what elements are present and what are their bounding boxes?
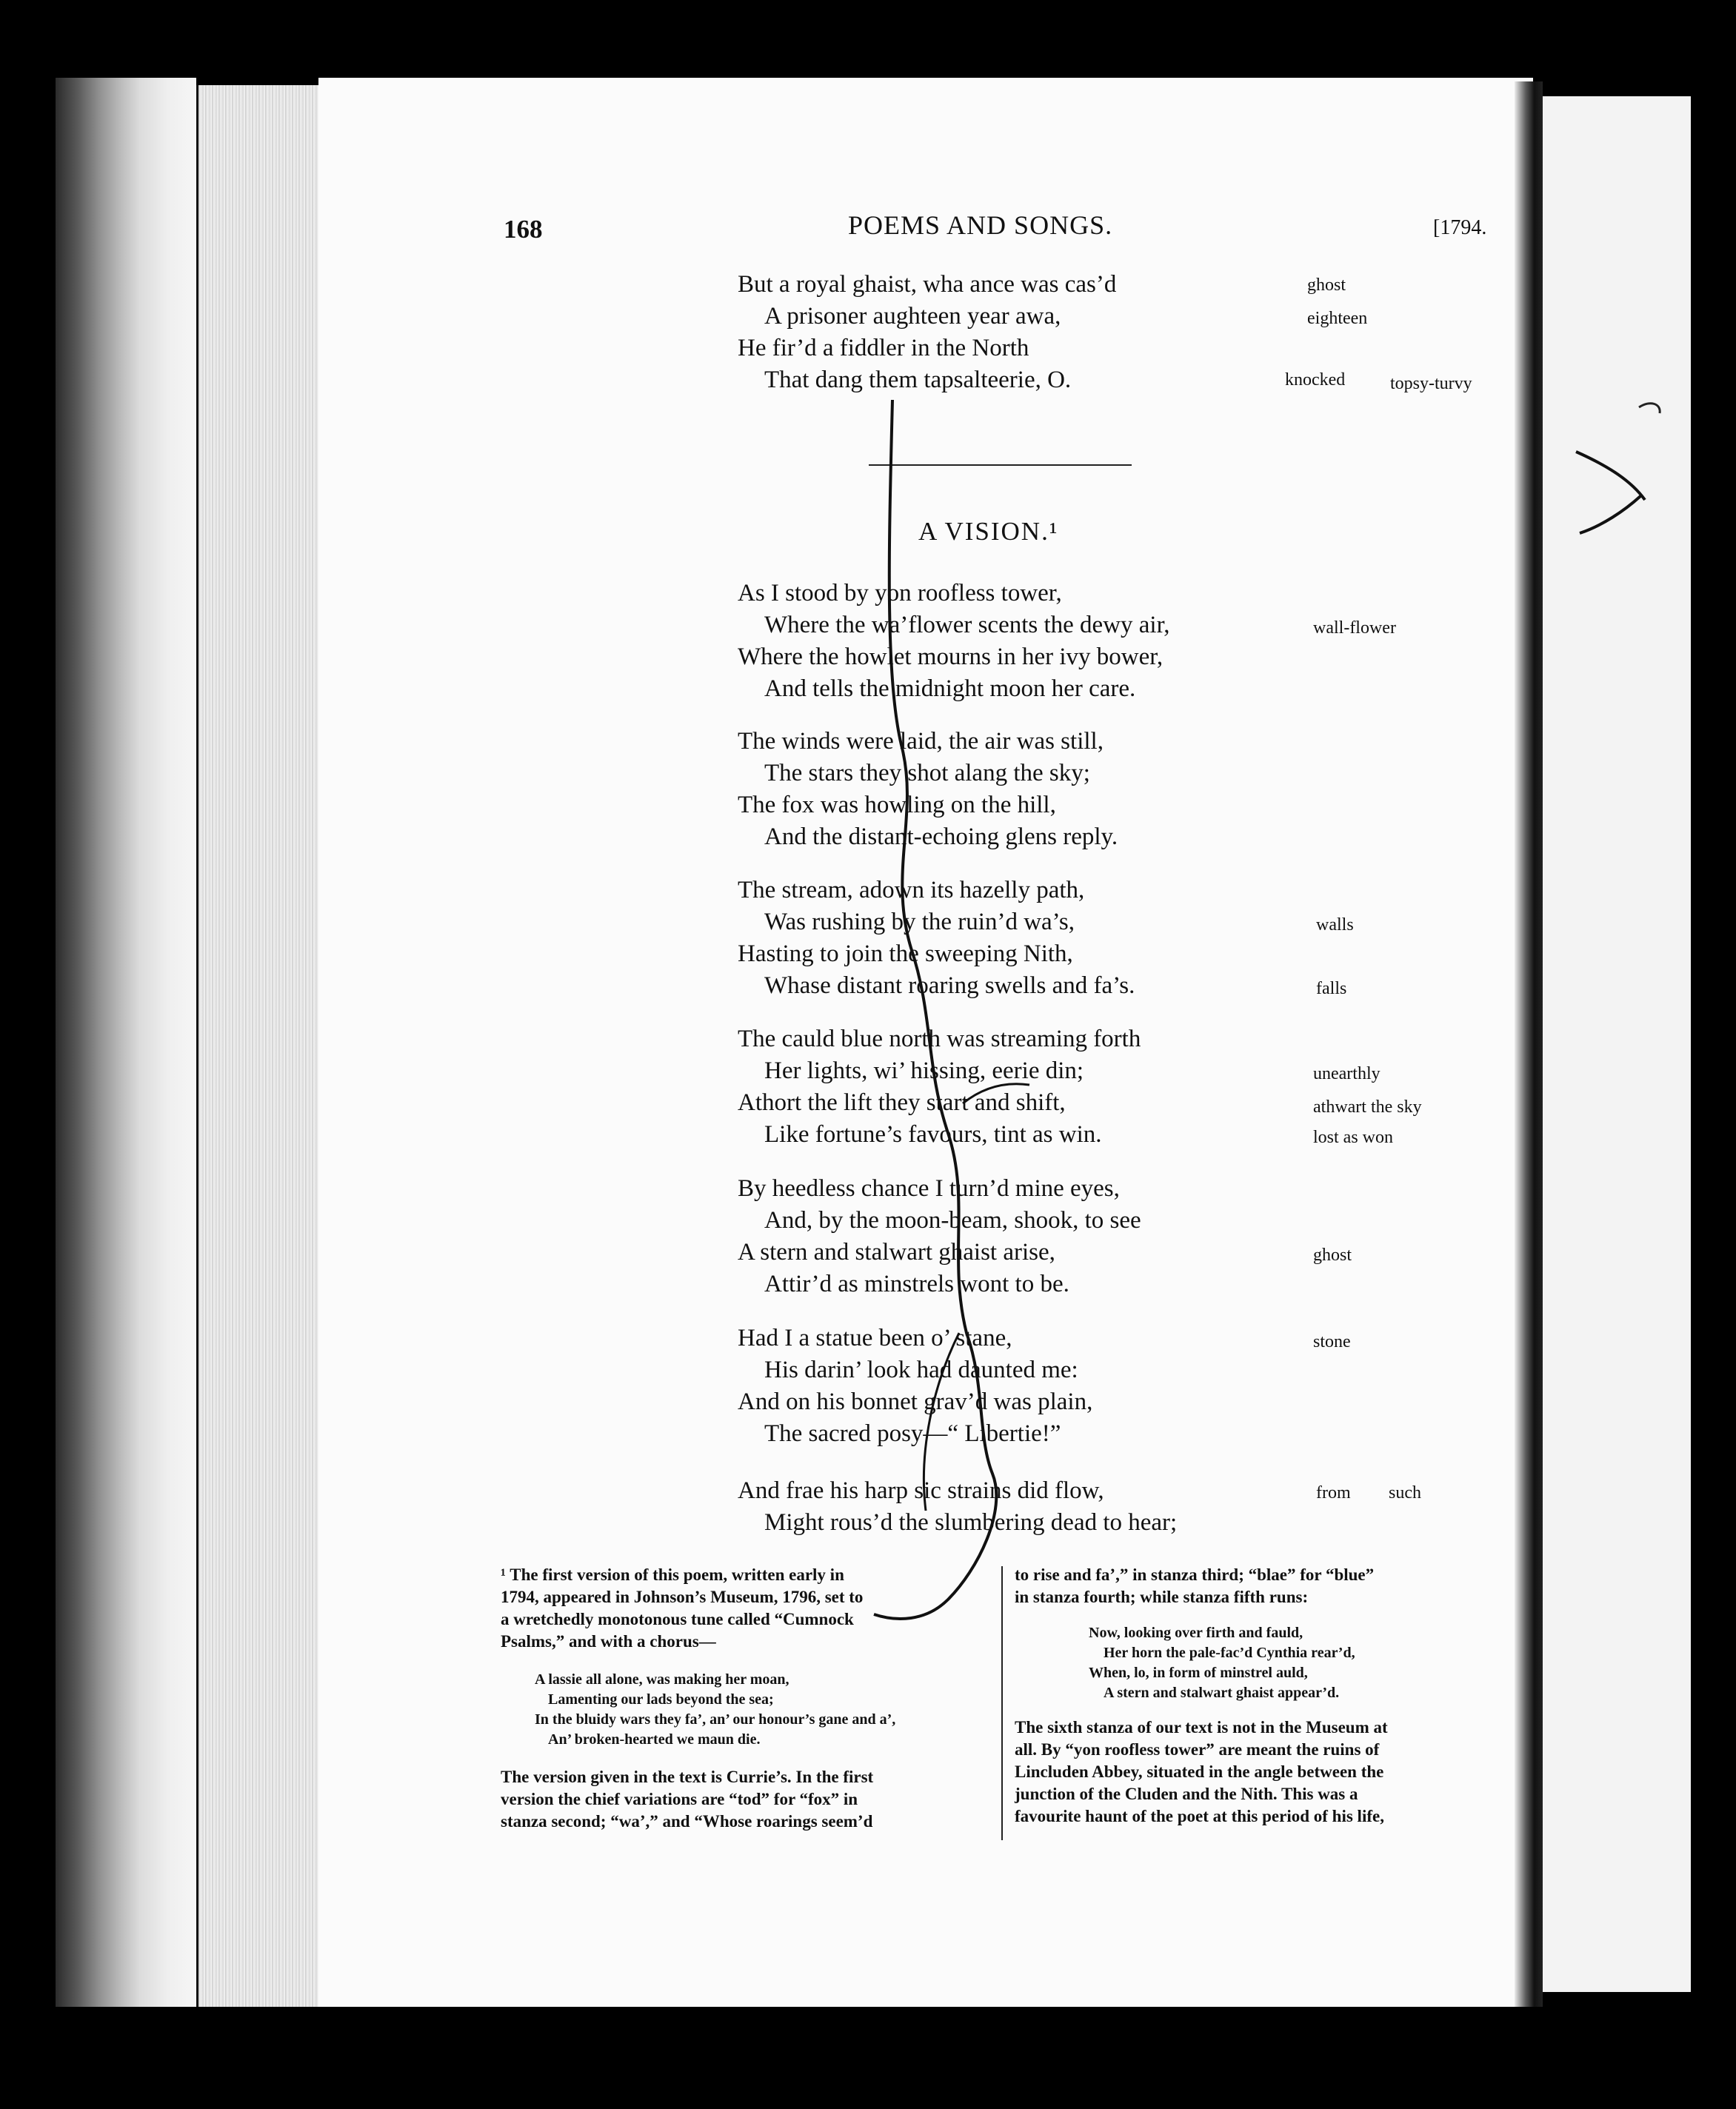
page-stack <box>196 85 324 2011</box>
gloss-ghost-1: ghost <box>1307 275 1346 295</box>
stanza-7-line-2: Might rous’d the slumbering dead to hear; <box>764 1509 1178 1536</box>
stanza-3-line-1: The stream, adown its hazelly path, <box>738 877 1085 903</box>
gloss-topsy-turvy: topsy-turvy <box>1390 374 1472 393</box>
gloss-stone: stone <box>1313 1332 1351 1351</box>
prev-poem-line-1: But a royal ghaist, wha ance was cas’d <box>738 271 1117 298</box>
stanza-3-line-3: Hasting to join the sweeping Nith, <box>738 940 1073 967</box>
stanza-5-line-2: And, by the moon-beam, shook, to see <box>764 1207 1141 1234</box>
stanza-2-line-1: The winds were laid, the air was still, <box>738 728 1104 755</box>
stanza-5-line-4: Attir’d as minstrels wont to be. <box>764 1271 1069 1297</box>
page-number: 168 <box>504 215 543 244</box>
stanza-6-line-1: Had I a statue been o’ stane, <box>738 1325 1012 1351</box>
gloss-wall-flower: wall-flower <box>1313 618 1396 638</box>
gloss-ghost-2: ghost <box>1313 1246 1352 1265</box>
stanza-fifth-line-3: When, lo, in form of minstrel auld, <box>1089 1665 1308 1681</box>
footnote-right-line-7: favourite haunt of the poet at this period of his life, <box>1015 1807 1384 1825</box>
footnote-right-line-1: to rise and fa’,” in stanza third; “blae” for “blue” <box>1015 1565 1375 1584</box>
gloss-knocked: knocked <box>1285 370 1346 390</box>
gloss-eighteen: eighteen <box>1307 309 1368 328</box>
prev-poem-line-4: That dang them tapsalteerie, O. <box>764 367 1072 393</box>
footnote-right-line-4: all. By “yon roofless tower” are meant the ruins of <box>1015 1740 1380 1759</box>
chorus-line-2: Lamenting our lads beyond the sea; <box>548 1691 774 1708</box>
stanza-2-line-3: The fox was howling on the hill, <box>738 792 1056 818</box>
stanza-4-line-1: The cauld blue north was streaming forth <box>738 1026 1141 1052</box>
footnote-left-line-1: ¹ The first version of this poem, written early in <box>501 1565 844 1584</box>
gloss-such: such <box>1389 1483 1421 1503</box>
stanza-fifth-line-4: A stern and stalwart ghaist appear’d. <box>1104 1685 1340 1701</box>
chorus-line-3: In the bluidy wars they fa’, an’ our honour’s gane and a’, <box>535 1711 896 1728</box>
gloss-unearthly: unearthly <box>1313 1064 1381 1083</box>
footnote-left-line-6: version the chief variations are “tod” for “fox” in <box>501 1790 858 1808</box>
footnote-left-line-2: 1794, appeared in Johnson’s Museum, 1796, set to <box>501 1588 864 1606</box>
stanza-3-line-2: Was rushing by the ruin’d wa’s, <box>764 909 1075 935</box>
stanza-fifth-line-2: Her horn the pale-fac’d Cynthia rear’d, <box>1104 1645 1355 1661</box>
stanza-4-line-2: Her lights, wi’ hissing, eerie din; <box>764 1057 1084 1084</box>
footnote-right-line-5: Lincluden Abbey, situated in the angle between the <box>1015 1762 1384 1781</box>
footnote-left-line-5: The version given in the text is Currie’s. In the first <box>501 1768 874 1786</box>
gloss-athwart: athwart the sky <box>1313 1097 1422 1117</box>
chorus-line-4: An’ broken-hearted we maun die. <box>548 1731 761 1748</box>
stanza-2-line-2: The stars they shot alang the sky; <box>764 760 1090 786</box>
book-gutter <box>1515 81 1543 2014</box>
stanza-5-line-1: By heedless chance I turn’d mine eyes, <box>738 1175 1120 1202</box>
poem-title: A VISION.¹ <box>918 517 1059 546</box>
stanza-1-line-4: And tells the midnight moon her care. <box>764 675 1136 702</box>
stanza-fifth-line-1: Now, looking over firth and fauld, <box>1089 1625 1303 1641</box>
book-page-edges <box>56 78 196 2018</box>
running-title: POEMS AND SONGS. <box>848 210 1113 240</box>
running-year: [1794. <box>1433 216 1487 239</box>
prev-poem-line-3: He fir’d a fiddler in the North <box>738 335 1029 361</box>
gloss-from: from <box>1316 1483 1351 1503</box>
facing-page-pen-mark <box>1543 96 1691 541</box>
stanza-6-line-2: His darin’ look had daunted me: <box>764 1357 1078 1383</box>
pen-annotation-mark <box>815 400 1081 1644</box>
footnote-right-line-6: junction of the Cluden and the Nith. This was a <box>1015 1785 1358 1803</box>
stanza-7-line-1: And frae his harp sic strains did flow, <box>738 1477 1104 1504</box>
stanza-1-line-3: Where the howlet mourns in her ivy bower, <box>738 644 1164 670</box>
facing-page <box>1543 96 1691 1992</box>
stanza-4-line-3: Athort the lift they start and shift, <box>738 1089 1066 1116</box>
gloss-falls: falls <box>1316 979 1347 998</box>
prev-poem-line-2: A prisoner aughteen year awa, <box>764 303 1061 330</box>
stanza-3-line-4: Whase distant roaring swells and fa’s. <box>764 972 1135 999</box>
stanza-1-line-2: Where the wa’flower scents the dewy air, <box>764 612 1170 638</box>
gloss-walls: walls <box>1316 915 1354 935</box>
footnote-left-line-4: Psalms,” and with a chorus— <box>501 1632 716 1651</box>
stanza-4-line-4: Like fortune’s favours, tint as win. <box>764 1121 1102 1148</box>
stanza-1-line-1: As I stood by yon roofless tower, <box>738 580 1062 606</box>
footnote-left-line-7: stanza second; “wa’,” and “Whose roarings seem’d <box>501 1812 873 1831</box>
footnote-right-line-3: The sixth stanza of our text is not in the Museum at <box>1015 1718 1388 1737</box>
gloss-lost-as-won: lost as won <box>1313 1128 1393 1147</box>
chorus-line-1: A lassie all alone, was making her moan, <box>535 1671 789 1688</box>
footnote-right-line-2: in stanza fourth; while stanza fifth runs: <box>1015 1588 1309 1606</box>
bottom-shadow <box>56 2007 1692 2051</box>
stanza-5-line-3: A stern and stalwart ghaist arise, <box>738 1239 1055 1266</box>
footnote-left-line-3: a wretchedly monotonous tune called “Cumnock <box>501 1610 854 1628</box>
footnote-column-rule <box>1001 1566 1003 1840</box>
stanza-6-line-3: And on his bonnet grav’d was plain, <box>738 1388 1093 1415</box>
stanza-2-line-4: And the distant-echoing glens reply. <box>764 823 1118 850</box>
stanza-6-line-4: The sacred posy—“ Libertie!” <box>764 1420 1061 1447</box>
